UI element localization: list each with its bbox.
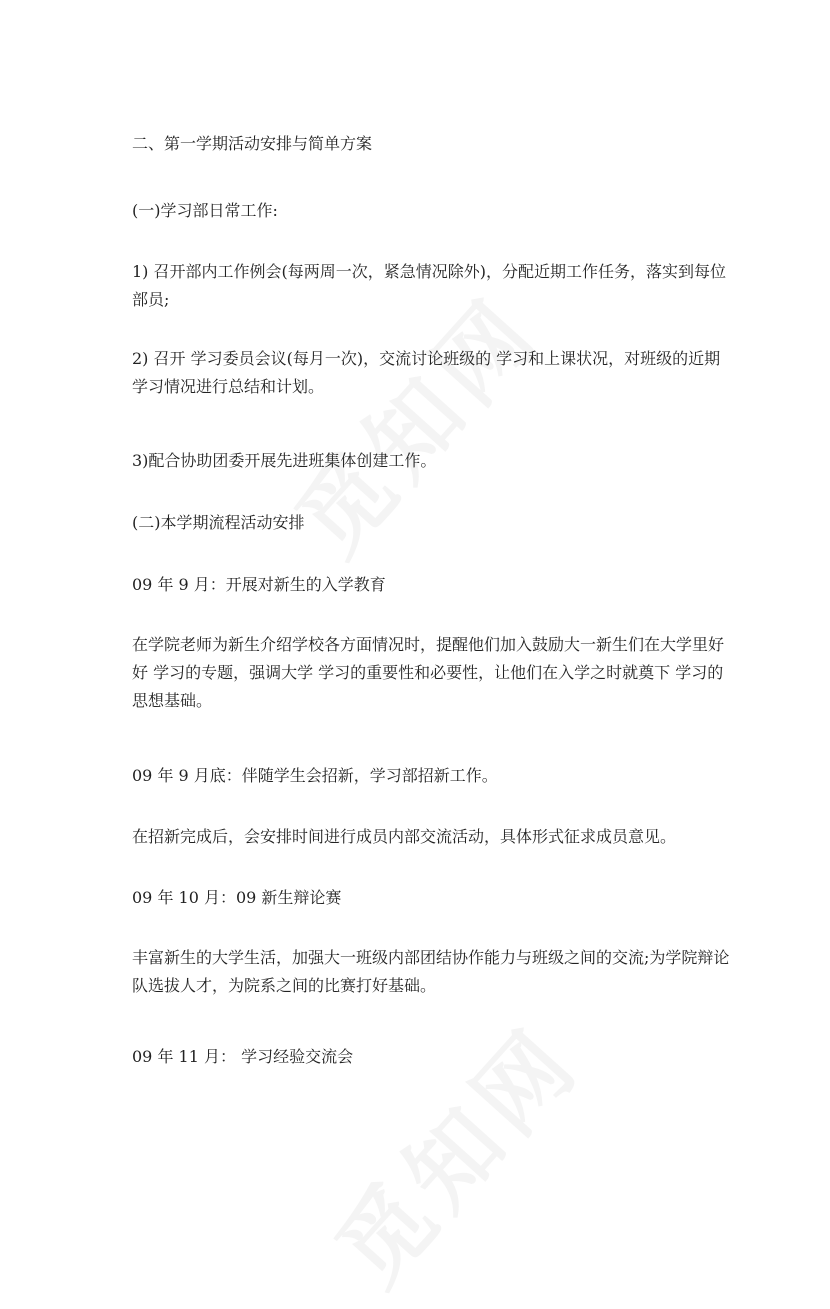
schedule-item: 09 年 9 月：开展对新生的入学教育 <box>132 575 386 594</box>
list-item: 2) 召开 学习委员会议(每月一次)，交流讨论班级的 学习和上课状况，对班级的近期 学习情况进行总结和计划。 <box>132 349 721 396</box>
paragraph: 在学院老师为新生介绍学校各方面情况时，提醒他们加入鼓励大一新生们在大学里好好 学习的专题，强调大学 学习的重要性和必要性，让他们在入学之时就奠下 学习的思想基础。 <box>132 635 725 710</box>
list-item: 3)配合协助团委开展先进班集体创建工作。 <box>132 451 437 470</box>
subsection-heading: (一)学习部日常工作: <box>132 201 278 220</box>
section-heading: 二、第一学期活动安排与简单方案 <box>132 134 373 153</box>
paragraph: 丰富新生的大学生活，加强大一班级内部团结协作能力与班级之间的交流;为学院辩论队选拔人才，为院系之间的比赛打好基础。 <box>132 948 730 995</box>
paragraph: 在招新完成后，会安排时间进行成员内部交流活动，具体形式征求成员意见。 <box>132 827 677 846</box>
list-item: 1) 召开部内工作例会(每两周一次，紧急情况除外)，分配近期工作任务，落实到每位部员; <box>132 262 726 309</box>
schedule-item: 09 年 9 月底：伴随学生会招新，学习部招新工作。 <box>132 766 498 785</box>
schedule-item: 09 年 10 月：09 新生辩论赛 <box>132 888 342 907</box>
subsection-heading: (二)本学期流程活动安排 <box>132 513 305 532</box>
schedule-item: 09 年 11 月： 学习经验交流会 <box>132 1047 354 1066</box>
